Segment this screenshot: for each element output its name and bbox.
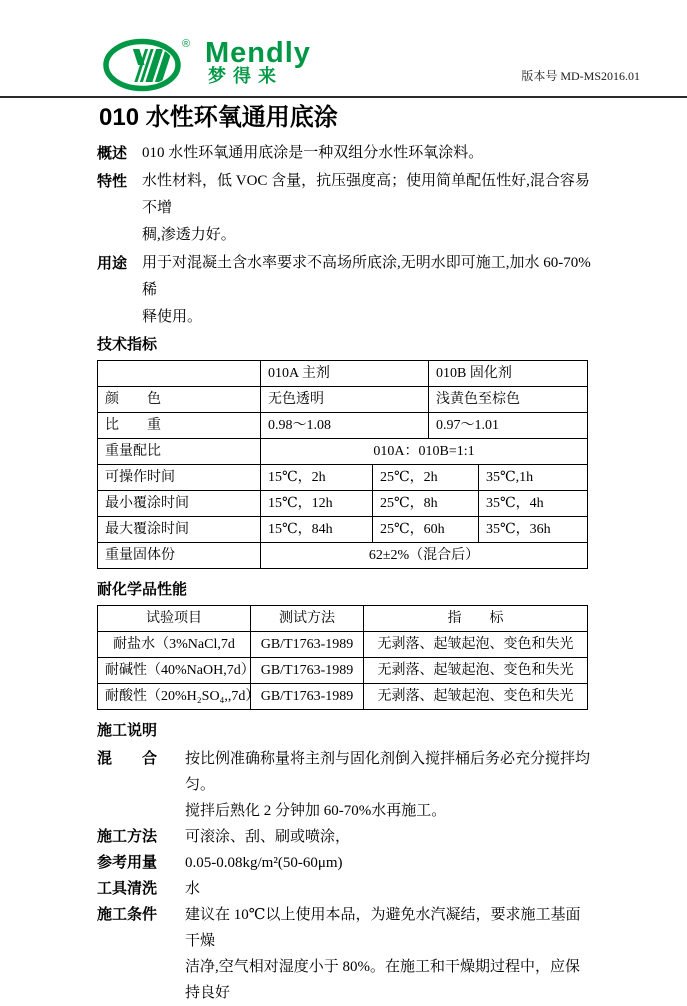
cell: 浅黄色至棕色 <box>429 387 588 413</box>
cell: GB/T1763-1989 <box>251 632 364 658</box>
table-row <box>98 439 588 465</box>
cell: GB/T1763-1989 <box>251 684 364 710</box>
conditions-text: 建议在 10℃以上使用本品，为避免水汽凝结，要求施工基面干燥 洁净,空气相对湿度小于 80%。在施工和干燥期过程中，应保持良好 <box>185 907 581 1001</box>
cell: 35℃,1h <box>479 465 588 491</box>
method-text: 可滚涂、刮、刷或喷涂， <box>185 829 351 845</box>
cell: 15℃，12h <box>261 491 373 517</box>
table-row <box>98 658 588 684</box>
cell: 0.98～1.08 <box>261 413 429 439</box>
cell: 25℃，2h <box>373 465 479 491</box>
page-title: 010 水性环氧通用底涂 <box>99 104 338 131</box>
cell: 重量固体份 <box>98 543 261 569</box>
brand-text <box>205 34 311 86</box>
overview-label: 概述 <box>97 145 128 162</box>
version-label: 版本号 MD-MS2016.01 <box>521 69 640 83</box>
cell: 最小覆涂时间 <box>98 491 261 517</box>
column-header: 指 标 <box>364 606 588 632</box>
column-header: 试验项目 <box>98 606 251 632</box>
coverage-row <box>97 850 593 876</box>
table-row <box>98 543 588 569</box>
cell: 无剥落、起皱起泡、变色和失光 <box>364 658 588 684</box>
cell: 0.97～1.01 <box>429 413 588 439</box>
cell: 无色透明 <box>261 387 429 413</box>
column-header: 测试方法 <box>251 606 364 632</box>
cell: 010B 固化剂 <box>429 361 588 387</box>
mixing-label: 混 合 <box>97 750 158 767</box>
conditions-label: 施工条件 <box>97 906 158 923</box>
features-row <box>97 168 593 249</box>
cell: GB/T1763-1989 <box>251 658 364 684</box>
table-row <box>98 517 588 543</box>
cell: 耐盐水（3%NaCl,7d <box>98 632 251 658</box>
table-header-row <box>98 606 588 632</box>
cell <box>98 361 261 387</box>
registered-mark: ® <box>182 38 191 50</box>
application-title: 施工说明 <box>97 722 158 739</box>
cell: 颜 色 <box>98 387 261 413</box>
tool-cleaning-text: 水 <box>185 881 201 897</box>
table-row <box>98 684 588 710</box>
cell: 25℃，8h <box>373 491 479 517</box>
overview-row <box>97 140 593 167</box>
table-row <box>98 361 588 387</box>
cell: 010A：010B=1:1 <box>261 439 588 465</box>
cell: 耐碱性（40%NaOH,7d） <box>98 658 251 684</box>
table-row <box>98 491 588 517</box>
tool-cleaning-row <box>97 876 593 902</box>
table-row <box>98 632 588 658</box>
document-body <box>97 104 593 1006</box>
table-row <box>98 387 588 413</box>
method-row <box>97 824 593 850</box>
usage-row <box>97 250 593 331</box>
brand-name-cn: 梦得来 <box>208 66 283 86</box>
conditions-row <box>97 902 593 1006</box>
features-text: 水性材料，低 VOC 含量，抗压强度高；使用简单配伍性好,混合容易不增 稠,渗透力好。 <box>142 173 590 243</box>
brand-logo <box>101 34 311 92</box>
cell: 无剥落、起皱起泡、变色和失光 <box>364 684 588 710</box>
mixing-row <box>97 746 593 824</box>
method-label: 施工方法 <box>97 828 158 845</box>
chem-resistance-table <box>97 605 588 710</box>
cell: 35℃，4h <box>479 491 588 517</box>
chem-resistance-title: 耐化学品性能 <box>97 581 188 598</box>
features-label: 特性 <box>97 173 128 190</box>
brand-name-en: Mendly <box>205 37 311 69</box>
tech-specs-title: 技术指标 <box>97 336 158 353</box>
cell: 最大覆涂时间 <box>98 517 261 543</box>
tool-cleaning-label: 工具清洗 <box>97 880 158 897</box>
mixing-text: 按比例准确称量将主剂与固化剂倒入搅拌桶后务必充分搅拌均匀。 搅拌后熟化 2 分钟加 60-70%水再施工。 <box>185 751 591 819</box>
striped-m-ellipse-logo-icon <box>101 34 197 92</box>
cell: 25℃，60h <box>373 517 479 543</box>
cell: 15℃，2h <box>261 465 373 491</box>
cell: 重量配比 <box>98 439 261 465</box>
cell: 耐酸性（20%H₂SO₄,,7d） <box>98 684 251 710</box>
usage-text: 用于对混凝土含水率要求不高场所底涂,无明水即可施工,加水 60-70%稀 释使用。 <box>142 255 591 325</box>
cell: 62±2%（混合后） <box>261 543 588 569</box>
usage-label: 用途 <box>97 255 128 272</box>
table-row <box>98 465 588 491</box>
tech-specs-table <box>97 360 588 569</box>
header-rule <box>0 96 687 98</box>
cell: 010A 主剂 <box>261 361 429 387</box>
table-row <box>98 413 588 439</box>
coverage-text: 0.05-0.08kg/m²(50-60μm) <box>185 855 343 871</box>
cell: 35℃，36h <box>479 517 588 543</box>
cell: 15℃，84h <box>261 517 373 543</box>
overview-text: 010 水性环氧通用底涂是一种双组分水性环氧涂料。 <box>142 145 484 161</box>
coverage-label: 参考用量 <box>97 854 158 871</box>
cell: 比 重 <box>98 413 261 439</box>
cell: 无剥落、起皱起泡、变色和失光 <box>364 632 588 658</box>
cell: 可操作时间 <box>98 465 261 491</box>
